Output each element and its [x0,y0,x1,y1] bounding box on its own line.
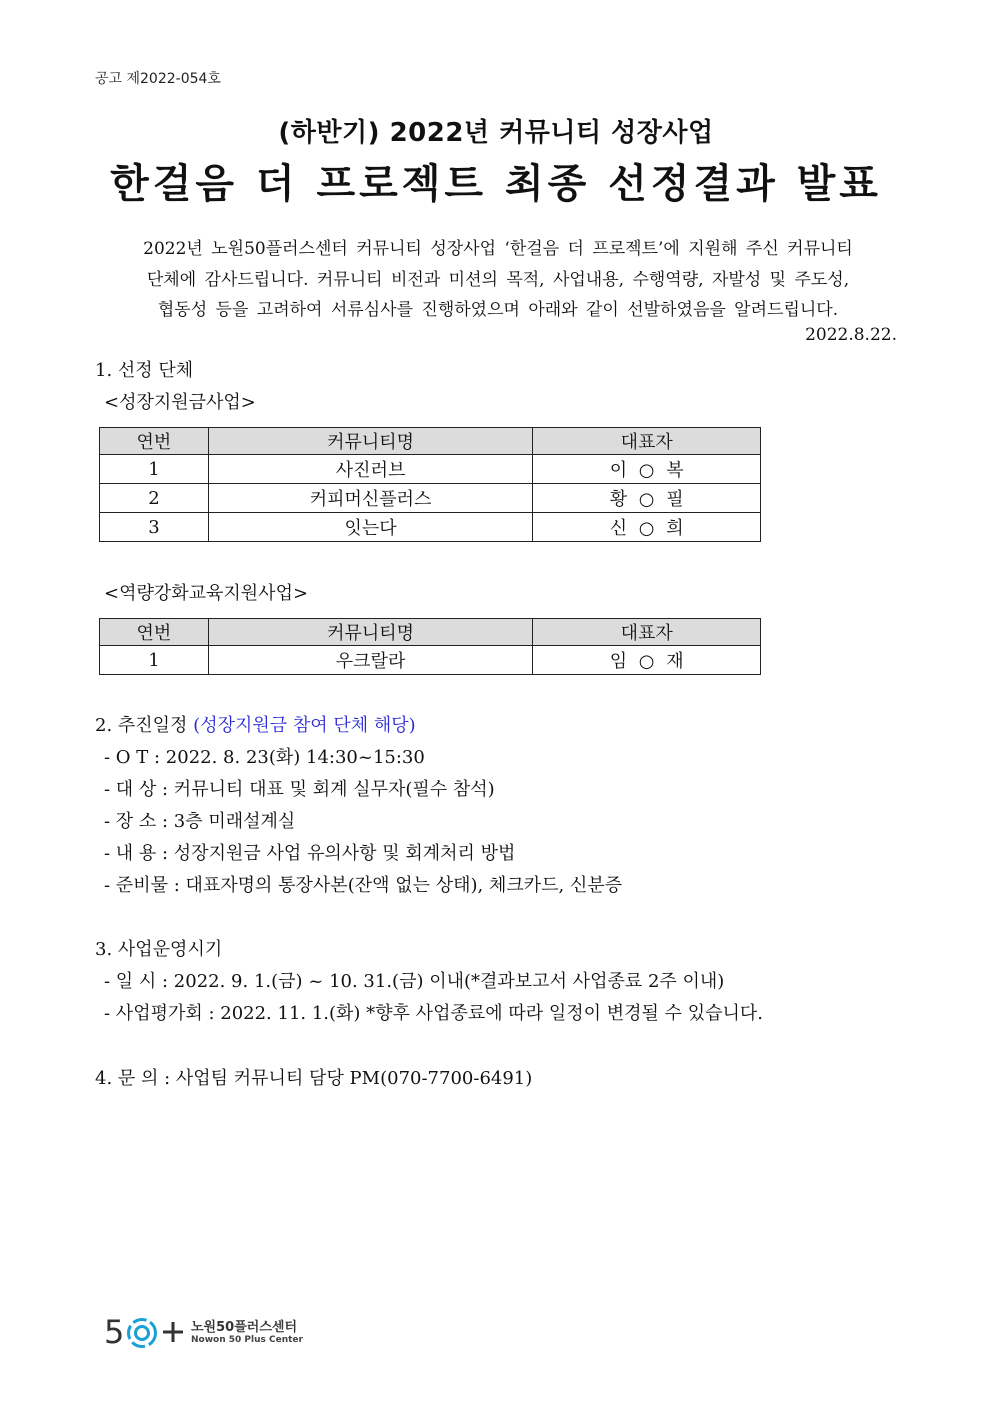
table-header-row [100,428,761,455]
schedule-item-place: - 장 소 : 3층 미래설계실 [104,811,296,832]
intro-line: 2022년 노원50플러스센터 커뮤니티 성장사업 ‘한걸음 더 프로젝트’에 지원해 주신 커뮤니티 [143,239,853,259]
intro-line: 단체에 감사드립니다. 커뮤니티 비전과 미션의 목적, 사업내용, 수행역량, 자발성 및 주도성, [146,269,850,290]
cell-no: 1 [100,455,209,484]
cell-community: 잇는다 [208,513,532,542]
section-4-contact: 4. 문 의 : 사업팀 커뮤니티 담당 PM(070-7700-6491) [95,1068,533,1089]
schedule-item-ot: - O T : 2022. 8. 23(화) 14:30~15:30 [104,747,425,768]
schedule-item-content: - 내 용 : 성장지원금 사업 유의사항 및 회계처리 방법 [104,843,516,864]
cell-community: 커피머신플러스 [208,484,532,513]
col-header-community: 커뮤니티명 [208,619,532,646]
col-header-representative: 대표자 [533,428,761,455]
table-row [100,455,761,484]
section-2-title: 2. 추진일정 [95,715,194,736]
col-header-representative: 대표자 [533,619,761,646]
period-item-dates: - 일 시 : 2022. 9. 1.(금) ~ 10. 31.(금) 이내(*결과보고서 사업종료 2주 이내) [104,971,725,992]
schedule-item-materials: - 준비물 : 대표자명의 통장사본(잔액 없는 상태), 체크카드, 신분증 [104,875,623,896]
table-row [100,484,761,513]
section-2-note: (성장지원금 참여 단체 해당) [193,715,416,736]
cell-community: 사진러브 [208,455,532,484]
col-header-community: 커뮤니티명 [208,428,532,455]
period-item-evaluation: - 사업평가회 : 2022. 11. 1.(화) *향후 사업종료에 따라 일정이 변경될 수 있습니다. [104,1003,763,1024]
cell-no: 1 [100,646,209,675]
logo-number: 5 [104,1313,125,1351]
section-3-heading: 3. 사업운영시기 [95,939,223,960]
document-title: 한걸음 더 프로젝트 최종 선정결과 발표 [110,161,882,207]
capacity-education-table [99,618,761,675]
logo-circle-icon [126,1317,158,1349]
document-subtitle: (하반기) 2022년 커뮤니티 성장사업 [278,118,714,148]
cell-community: 우크랄라 [208,646,532,675]
announcement-date: 2022.8.22. [805,325,897,345]
table-header-row [100,619,761,646]
notice-number: 공고 제2022-054호 [95,71,221,87]
cell-representative: 임 ○ 재 [533,646,761,675]
growth-fund-table [99,427,761,542]
logo-name-ko: 노원50플러스센터 [191,1320,297,1335]
schedule-item-target: - 대 상 : 커뮤니티 대표 및 회계 실무자(필수 참석) [104,779,495,800]
cell-representative: 이 ○ 복 [533,455,761,484]
intro-paragraph [108,234,888,326]
group-label-capacity-education: <역량강화교육지원사업> [104,583,309,604]
logo-name-en: Nowon 50 Plus Center [191,1335,303,1345]
col-header-no: 연번 [100,428,209,455]
table-row [100,646,761,675]
group-label-growth-fund: <성장지원금사업> [104,392,256,413]
center-logo [104,1313,304,1353]
cell-representative: 신 ○ 희 [533,513,761,542]
cell-no: 3 [100,513,209,542]
cell-no: 2 [100,484,209,513]
intro-line: 협동성 등을 고려하여 서류심사를 진행하였으며 아래와 같이 선발하였음을 알려드립니다. [157,300,839,320]
cell-representative: 황 ○ 필 [533,484,761,513]
logo-plus-icon [162,1321,184,1343]
table-row [100,513,761,542]
section-2-heading [95,711,416,737]
col-header-no: 연번 [100,619,209,646]
section-1-heading: 1. 선정 단체 [95,360,194,381]
